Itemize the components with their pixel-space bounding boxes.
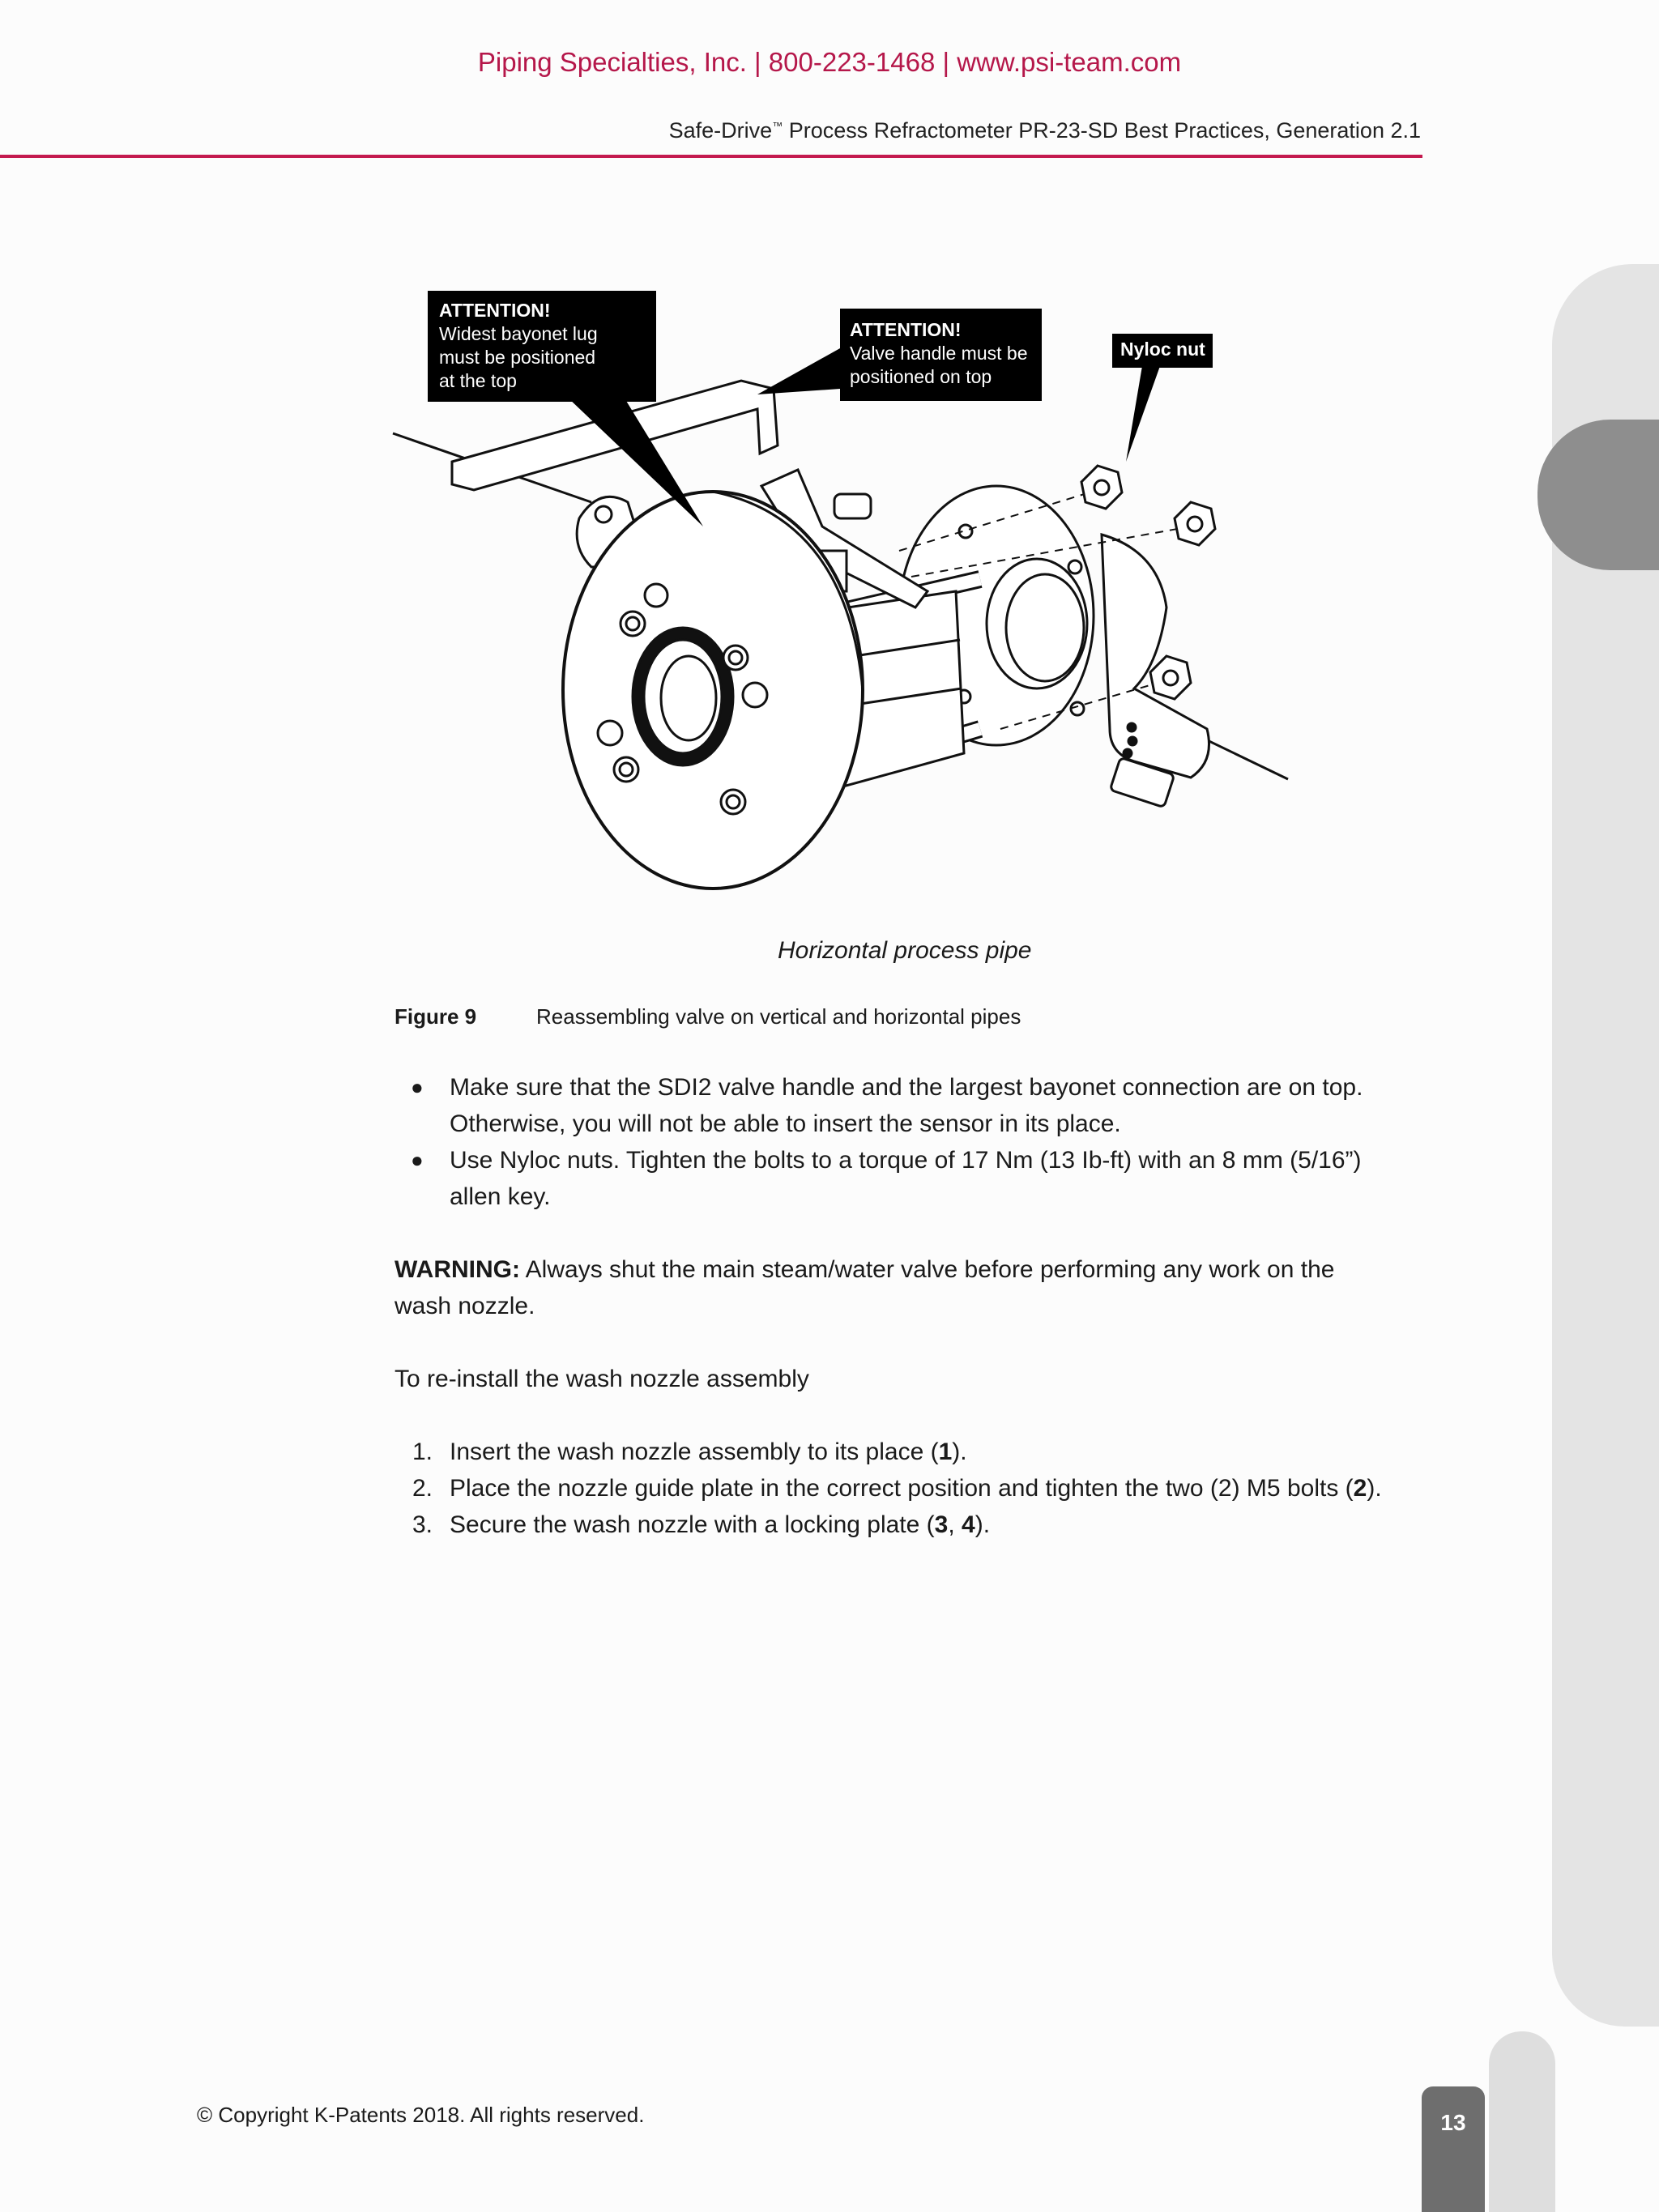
bullet-line: Make sure that the SDI2 valve handle and the largest bayonet connection are on top. [450,1074,1363,1101]
step-text: , [948,1511,962,1538]
bullet-line: Otherwise, you will not be able to insert the sensor in its place. [450,1110,1121,1137]
step-text: ). [1367,1475,1382,1502]
callout1-line: at the top [439,370,517,391]
step-number: 1. [412,1438,433,1465]
step-text: Secure the wash nozzle with a locking plate ( [450,1511,935,1538]
procedure-intro: To re-install the wash nozzle assembly [394,1366,809,1392]
callout-valve-handle [840,309,1042,401]
figure-subtitle: Horizontal process pipe [778,937,1032,964]
callout1-line: Widest bayonet lug [439,323,598,344]
document-title [669,118,1421,143]
warning-paragraph [394,1251,1448,1324]
bullet-marker: ● [411,1075,424,1099]
figure-label: Figure 9 [394,1004,477,1029]
warning-label: WARNING: [394,1256,520,1283]
callout2-title: ATTENTION! [850,319,962,340]
step-number: 2. [412,1475,433,1502]
step-text: Insert the wash nozzle assembly to its place ( [450,1438,939,1465]
bullet-line: allen key. [450,1183,551,1210]
company-contact-line: Piping Specialties, Inc. | 800-223-1468 | www.psi-team.com [477,47,1182,77]
step-ref: 4 [962,1511,975,1538]
step-text: ). [952,1438,967,1465]
list-item [394,1069,1448,1142]
list-item [394,1470,1448,1507]
copyright-notice: © Copyright K-Patents 2018. All rights reserved. [197,2103,645,2127]
warning-text: Always shut the main steam/water valve before performing any work on the [519,1256,1335,1283]
step-ref: 1 [938,1438,953,1465]
callout-nyloc-nut: Nyloc nut [1112,334,1213,368]
callout1-title: ATTENTION! [439,300,551,321]
callout2-line: Valve handle must be [850,343,1028,364]
figure-caption [394,1004,1021,1029]
bullet-marker: ● [411,1148,424,1172]
header-divider [0,155,1422,158]
page-number-tab [1422,2086,1485,2212]
callout-bayonet-lug [428,291,656,402]
page-number: 13 [1440,2110,1466,2135]
doc-title-post: Process Refractometer PR-23-SD Best Practices, Generation 2.1 [783,118,1421,143]
list-item [394,1507,1448,1543]
step-text: ). [975,1511,991,1538]
step-number: 3. [412,1511,433,1538]
numbered-steps [394,1434,1448,1543]
step-ref: 3 [934,1511,949,1538]
bottom-tab-background [1489,2031,1555,2212]
list-item [394,1142,1448,1215]
list-item [394,1434,1448,1470]
callout1-line: must be positioned [439,347,596,368]
doc-title-pre: Safe-Drive [668,118,773,143]
callout2-line: positioned on top [850,366,992,387]
figure-caption-text: Reassembling valve on vertical and horizontal pipes [536,1004,1021,1029]
step-ref: 2 [1353,1475,1367,1502]
warning-text-line2: wash nozzle. [394,1293,535,1319]
bullet-list [394,1069,1448,1215]
bullet-line: Use Nyloc nuts. Tighten the bolts to a torque of 17 Nm (13 Ib-ft) with an 8 mm (5/16”) [450,1147,1362,1174]
step-text: Place the nozzle guide plate in the correct position and tighten the two (2) M5 bolts ( [450,1475,1354,1502]
trademark-symbol: ™ [772,120,783,132]
